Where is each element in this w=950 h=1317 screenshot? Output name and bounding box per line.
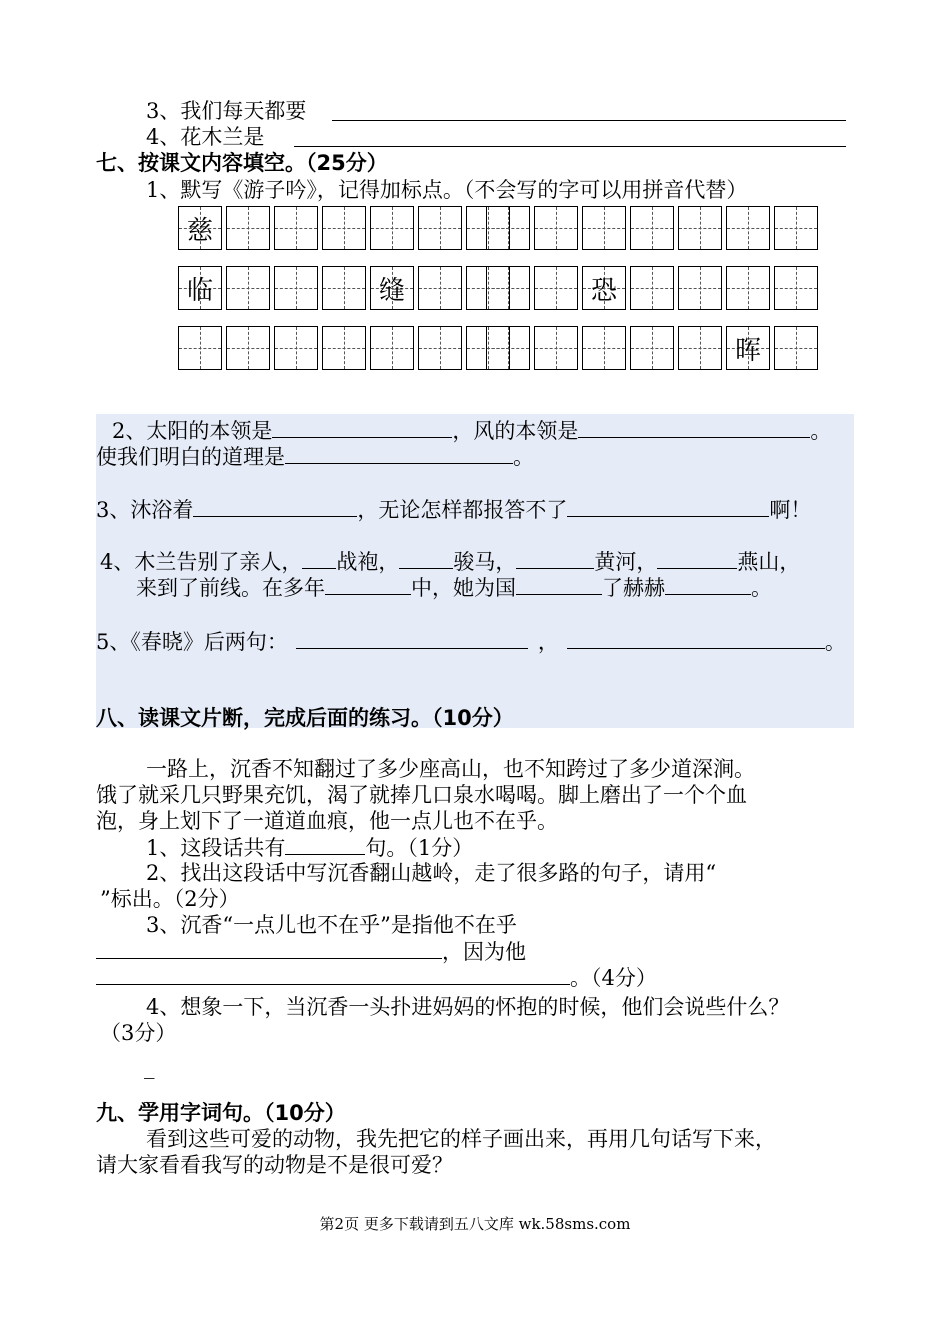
sec7-q2e: 。: [513, 445, 534, 469]
grid-cell[interactable]: [370, 266, 414, 310]
sec8-passage-line1: 一路上，沉香不知翻过了多少座高山，也不知跨过了多少道深涧。: [146, 757, 755, 781]
sec7-q5a: 5、《春晓》后两句：: [96, 630, 288, 654]
sec7-q4-line2: [136, 574, 772, 601]
grid-cell[interactable]: [486, 206, 530, 250]
sec7-q4f: 来到了前线。在多年: [136, 576, 325, 600]
blank[interactable]: [665, 574, 751, 595]
sec7-q4a: 4、木兰告别了亲人，: [100, 550, 303, 574]
sec8-q4a: 4、想象一下，当沉香一头扑进妈妈的怀抱的时候，他们会说些什么？: [146, 995, 790, 1019]
blank[interactable]: [272, 417, 452, 438]
grid-cell[interactable]: [226, 206, 270, 250]
grid-cell[interactable]: [274, 326, 318, 370]
grid-cell[interactable]: [678, 266, 722, 310]
sec7-q4g: 中，她为国: [411, 576, 516, 600]
sec7-q3b: ，无论怎样都报答不了: [357, 498, 568, 522]
sec7-q4c: 骏马，: [453, 550, 517, 574]
grid-cell[interactable]: [486, 326, 530, 370]
sec8-passage-line3: 泡，身上划下了一道道血痕，他一点儿也不在乎。: [96, 809, 558, 833]
grid-cell[interactable]: [630, 206, 674, 250]
sec8-q4b: （3分）: [100, 1021, 177, 1045]
grid-cell[interactable]: [322, 326, 366, 370]
grid-cell[interactable]: [534, 206, 578, 250]
sec8-q3b: ，因为他: [442, 940, 526, 964]
grid-char: 恐: [590, 275, 617, 306]
section-7-title: 七、按课文内容填空。（25分）: [96, 151, 388, 175]
sec8-q3-line2: [96, 938, 526, 965]
blank[interactable]: [657, 548, 737, 569]
sec8-q3c: 。（4分）: [570, 966, 657, 990]
blank[interactable]: [285, 834, 365, 855]
grid-row-3-line-1: [178, 326, 514, 370]
grid-cell[interactable]: [226, 326, 270, 370]
grid-cell[interactable]: [534, 326, 578, 370]
sec7-q5b: ，: [537, 630, 559, 654]
section-8-title: 八、读课文片断，完成后面的练习。（10分）: [96, 706, 514, 730]
grid-cell[interactable]: [678, 206, 722, 250]
sec9-line1: 看到这些可爱的动物，我先把它的样子画出来，再用几句话写下来，: [146, 1127, 776, 1151]
sec8-passage-line2: 饿了就采几只野果充饥，渴了就捧几口泉水喝喝。脚上磨出了一个个血: [96, 783, 747, 807]
blank[interactable]: [516, 548, 594, 569]
grid-cell[interactable]: [774, 326, 818, 370]
grid-cell[interactable]: [226, 266, 270, 310]
blank[interactable]: [302, 548, 336, 569]
grid-cell[interactable]: [418, 326, 462, 370]
sec7-q5: [96, 628, 846, 655]
blank[interactable]: [567, 496, 769, 517]
blank[interactable]: [578, 417, 810, 438]
grid-cell[interactable]: [726, 326, 770, 370]
grid-char: 缝: [378, 275, 405, 306]
sec9-line2: 请大家看看我写的动物是不是很可爱？: [96, 1153, 453, 1177]
grid-cell[interactable]: [630, 326, 674, 370]
grid-cell[interactable]: [274, 206, 318, 250]
q3-prompt: 3、我们每天都要: [146, 99, 307, 123]
blank[interactable]: [567, 628, 825, 649]
grid-char: 晖: [734, 335, 761, 366]
grid-char: 临: [186, 275, 213, 306]
sec8-q1: [146, 834, 473, 861]
grid-row-1-line-1: [178, 206, 514, 250]
grid-cell[interactable]: [534, 266, 578, 310]
page-footer: 第2页 更多下载请到五八文库 wk.58sms.com: [319, 1215, 631, 1233]
sec8-q3a: 3、沉香“一点儿也不在乎”是指他不在乎: [146, 913, 517, 937]
sec7-q4h: 了赫赫: [602, 576, 665, 600]
grid-cell[interactable]: [774, 266, 818, 310]
grid-cell[interactable]: [726, 266, 770, 310]
blank[interactable]: [285, 443, 513, 464]
blank[interactable]: [516, 574, 602, 595]
sec8-q4-answer-dash-2[interactable]: _: [144, 1079, 155, 1103]
sec7-q4b: 战袍，: [336, 550, 400, 574]
sec7-q4d: 黄河，: [594, 550, 658, 574]
sec7-q3c: 啊！: [769, 498, 812, 522]
grid-cell[interactable]: [418, 206, 462, 250]
blank[interactable]: [325, 574, 411, 595]
sec8-q2a: 2、找出这段话中写沉香翻山越岭，走了很多路的句子，请用“: [146, 861, 717, 885]
grid-char: 慈: [186, 215, 213, 246]
sec7-q2a: 2、太阳的本领是: [112, 419, 273, 443]
grid-cell[interactable]: [486, 266, 530, 310]
sec7-q2-line1: [112, 417, 831, 444]
section-9-title: 九、学用字词句。（10分）: [96, 1101, 346, 1125]
sec8-q1b: 句。（1分）: [365, 836, 474, 860]
grid-cell[interactable]: [774, 206, 818, 250]
sec7-q3: [96, 496, 811, 523]
sec7-q5c: 。: [824, 630, 846, 654]
blank[interactable]: [96, 938, 442, 959]
grid-cell[interactable]: [678, 326, 722, 370]
sec7-q4-line1: [100, 548, 800, 575]
grid-cell[interactable]: [418, 266, 462, 310]
grid-cell[interactable]: [322, 266, 366, 310]
blank[interactable]: [96, 964, 570, 985]
grid-cell[interactable]: [178, 266, 222, 310]
sec7-q2c: 。: [810, 419, 832, 443]
grid-row-2-line-2: [486, 266, 822, 310]
sec8-q4-answer-dash-1[interactable]: _: [144, 1055, 155, 1079]
sec7-q3a: 3、沐浴着: [96, 498, 194, 522]
q3-answer-line[interactable]: [332, 120, 846, 121]
sec8-q1a: 1、这段话共有: [146, 836, 286, 860]
q4-prompt: 4、花木兰是: [146, 125, 265, 149]
grid-cell[interactable]: [370, 326, 414, 370]
sec8-q3-line3: [96, 964, 657, 991]
grid-cell[interactable]: [322, 206, 366, 250]
blank[interactable]: [193, 496, 357, 517]
sec7-q4i: 。: [751, 576, 772, 600]
grid-cell[interactable]: [178, 206, 222, 250]
q4-answer-line[interactable]: [294, 146, 846, 147]
grid-cell[interactable]: [630, 266, 674, 310]
grid-cell[interactable]: [178, 326, 222, 370]
blank[interactable]: [296, 628, 528, 649]
grid-cell[interactable]: [582, 206, 626, 250]
sec7-q2b: ，风的本领是: [452, 419, 579, 443]
sec7-q2d: 使我们明白的道理是: [96, 445, 285, 469]
grid-cell[interactable]: [274, 266, 318, 310]
grid-cell[interactable]: [370, 206, 414, 250]
sec8-q2b: ”标出。（2分）: [100, 887, 240, 911]
grid-cell[interactable]: [582, 326, 626, 370]
grid-row-2-line-1: [178, 266, 514, 310]
grid-row-3-line-2: [486, 326, 822, 370]
grid-row-1-line-2: [486, 206, 822, 250]
grid-cell[interactable]: [726, 206, 770, 250]
blank[interactable]: [399, 548, 453, 569]
sec7-q1: 1、默写《游子吟》，记得加标点。（不会写的字可以用拼音代替）: [146, 178, 748, 202]
sec7-q2-line2: [96, 443, 534, 470]
grid-cell[interactable]: [582, 266, 626, 310]
sec7-q4e: 燕山，: [737, 550, 801, 574]
